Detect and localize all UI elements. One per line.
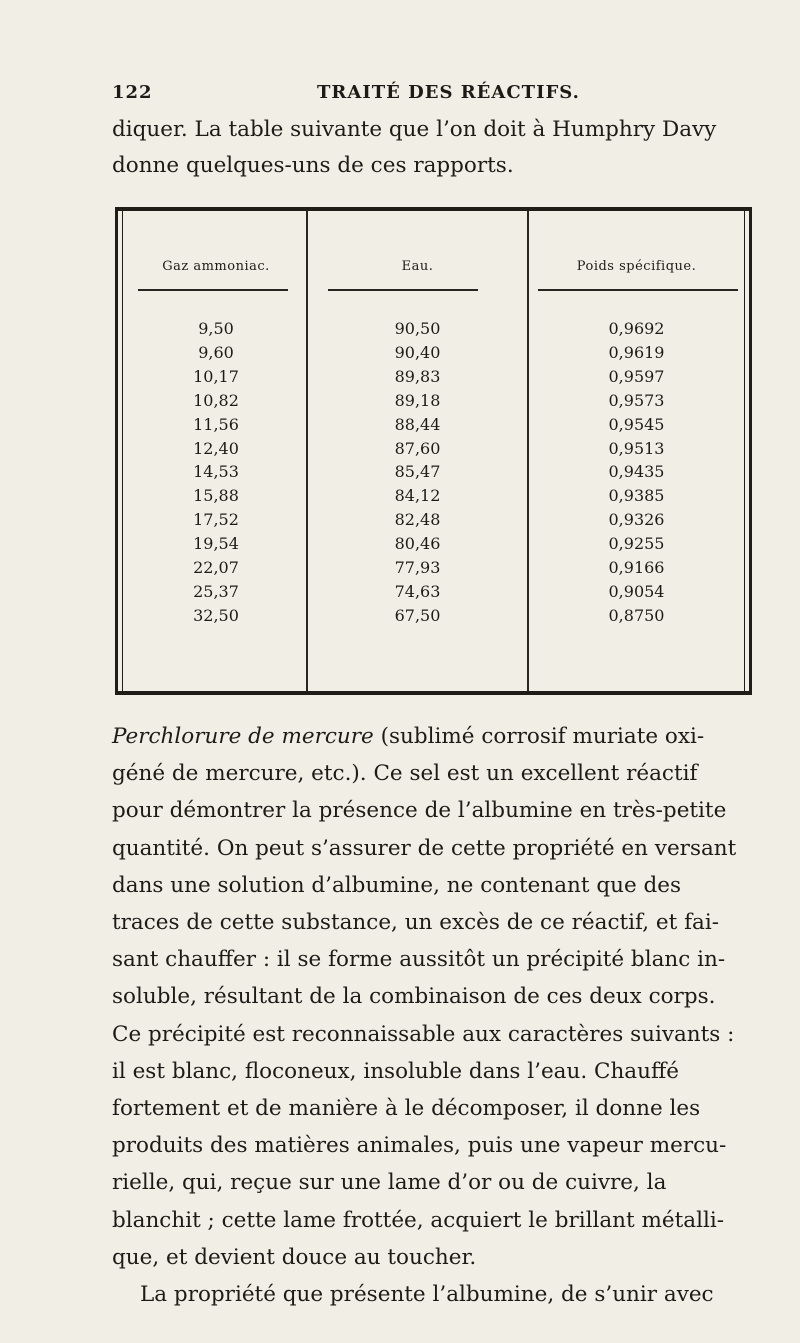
header-rule: [328, 289, 478, 291]
term-perchlorure: Perchlorure de mercure: [112, 724, 374, 749]
table-cell-poids: 0,9513: [608, 438, 665, 458]
text-line: soluble, résultant de la combinaison de ces deux corps.: [112, 984, 716, 1010]
table-cell-gaz: 17,52: [193, 510, 239, 530]
table-cell-gaz: 32,50: [193, 605, 239, 625]
text-line: que, et devient douce au toucher.: [112, 1244, 477, 1270]
table-cell-poids: 0,9054: [608, 581, 665, 601]
table-cell-gaz: 9,60: [198, 342, 234, 362]
page-number: 122: [112, 82, 153, 103]
header-rule: [138, 289, 288, 291]
text-line: il est blanc, floconeux, insoluble dans l’eau. Chauffé: [112, 1058, 679, 1084]
text-line: quantité. On peut s’assurer de cette propriété en versant: [112, 835, 737, 861]
table-cell-eau: 89,83: [394, 366, 441, 386]
table-cell-eau: 90,50: [394, 319, 441, 338]
table-cell-poids: 0,9545: [608, 414, 665, 434]
table-cell-eau: 88,44: [394, 414, 441, 434]
header-gaz: Gaz ammoniac.: [162, 259, 270, 274]
text-line: dans une solution d’albumine, ne contenant que des: [112, 872, 682, 898]
table-cell-poids: 0,9255: [608, 534, 665, 554]
column-eau: [308, 317, 527, 628]
table-cell-eau: 67,50: [394, 605, 441, 625]
text-line: blanchit ; cette lame frottée, acquiert le brillant métalli-: [112, 1207, 724, 1233]
header-rule: [538, 289, 738, 291]
intro-paragraph: [112, 112, 754, 184]
ammonia-table: [115, 207, 752, 695]
table-border-inner: [744, 211, 745, 691]
table-cell-poids: 0,9692: [608, 319, 665, 338]
text-line: La propriété que présente l’albumine, de s’unir avec: [140, 1282, 714, 1308]
table-cell-poids: 0,9619: [608, 342, 665, 362]
table-cell-gaz: 22,07: [193, 558, 239, 578]
text-line: donne quelques-uns de ces rapports.: [112, 153, 514, 178]
text-line: produits des matières animales, puis une vapeur mercu-: [112, 1133, 727, 1159]
table-cell-gaz: 15,88: [193, 486, 239, 506]
table-cell-eau: 84,12: [394, 486, 441, 506]
table-cell-gaz: 25,37: [193, 581, 239, 601]
text-line: diquer. La table suivante que l’on doit à Humphry Davy: [112, 117, 717, 142]
text-line: sant chauffer : il se forme aussitôt un précipité blanc in-: [112, 947, 726, 973]
table-cell-poids: 0,9597: [608, 366, 665, 386]
table-cell-eau: 85,47: [394, 462, 441, 482]
table-cell-poids: 0,9326: [608, 510, 665, 530]
table-cell-eau: 87,60: [394, 438, 441, 458]
running-title: TRAITÉ DES RÉACTIFS.: [317, 82, 580, 103]
table-cell-gaz: 11,56: [193, 414, 239, 434]
header-eau: Eau.: [401, 259, 434, 274]
text-line: géné de mercure, etc.). Ce sel est un excellent réactif: [112, 761, 698, 787]
table-cell-gaz: 12,40: [193, 438, 239, 458]
table-cell-poids: 0,9573: [608, 390, 665, 410]
table-border-inner: [122, 211, 123, 691]
table-cell-gaz: 19,54: [193, 534, 239, 554]
table-cell-poids: 0,9435: [608, 462, 665, 482]
table-cell-gaz: 10,82: [193, 390, 239, 410]
table-cell-eau: 80,46: [394, 534, 441, 554]
text-line: rielle, qui, reçue sur une lame d’or ou de cuivre, la: [112, 1170, 667, 1196]
text-line: traces de cette substance, un excès de ce réactif, et fai-: [112, 910, 719, 936]
table-cell-eau: 82,48: [394, 510, 441, 530]
table-cell-eau: 77,93: [394, 558, 441, 578]
column-gaz: [126, 317, 306, 628]
table-cell-poids: 0,9385: [608, 486, 665, 506]
table-cell-eau: 90,40: [394, 342, 441, 362]
text-line: pour démontrer la présence de l’albumine en très-petite: [112, 798, 727, 824]
column-poids: [529, 317, 744, 628]
header-poids: Poids spécifique.: [576, 259, 697, 274]
table-cell-eau: 74,63: [394, 581, 441, 601]
text-line: Ce précipité est reconnaissable aux caractères suivants :: [112, 1021, 735, 1047]
table-cell-gaz: 14,53: [193, 462, 239, 482]
text-line: Perchlorure de mercure (sublimé corrosif muriate oxi-: [112, 724, 705, 749]
text-line: fortement et de manière à le décomposer, il donne les: [112, 1096, 701, 1122]
table-cell-eau: 89,18: [394, 390, 441, 410]
table-cell-gaz: 9,50: [198, 319, 234, 338]
body-paragraph: [112, 718, 754, 1313]
table-cell-poids: 0,9166: [608, 558, 665, 578]
table-cell-poids: 0,8750: [608, 605, 665, 625]
table-cell-gaz: 10,17: [193, 366, 239, 386]
